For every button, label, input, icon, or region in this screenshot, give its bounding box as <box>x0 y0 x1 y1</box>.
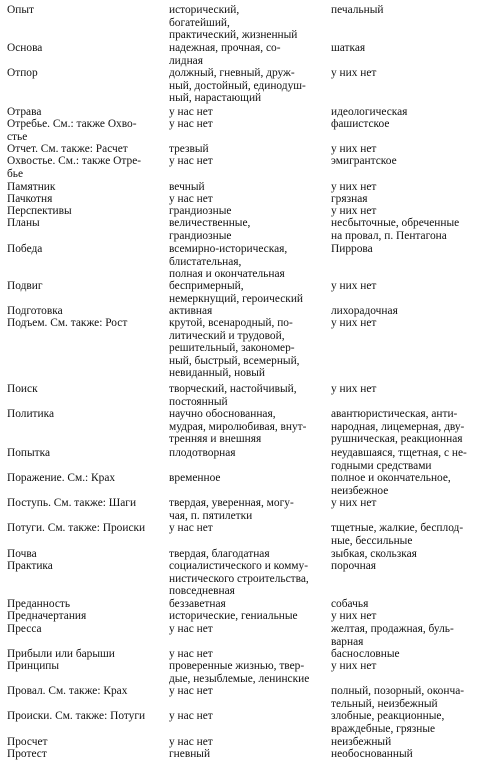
negative-epithet-cell: у них нет <box>331 660 377 672</box>
negative-epithet-cell: полное и окончательное, неизбежное <box>331 472 451 497</box>
positive-epithet-cell: творческий, настойчивый, постоянный <box>169 383 297 408</box>
positive-epithet-cell: исторические, гениальные <box>169 610 298 622</box>
positive-epithet-cell: вечный <box>169 181 205 193</box>
positive-epithet-cell: грандиозные <box>169 205 232 217</box>
positive-epithet-cell: у нас нет <box>169 736 213 748</box>
negative-epithet-cell: эмигрантское <box>331 155 397 167</box>
positive-epithet-cell: беззаветная <box>169 598 226 610</box>
positive-epithet-cell: социалистического и комму- нистического строительства, повседневная <box>169 560 309 598</box>
positive-epithet-cell: у нас нет <box>169 193 213 205</box>
negative-epithet-cell: у них нет <box>331 610 377 622</box>
term-cell: Подвиг <box>7 280 43 292</box>
negative-epithet-cell: зыбкая, скользкая <box>331 548 417 560</box>
positive-epithet-cell: временное <box>169 472 221 484</box>
negative-epithet-cell: злобные, реакционные, враждебные, грязные <box>331 710 445 735</box>
term-cell: Почва <box>7 548 37 560</box>
term-cell: Отчет. См. также: Расчет <box>7 143 128 155</box>
negative-epithet-cell: неудавшаяся, тщетная, с не- годными средствами <box>331 447 467 472</box>
positive-epithet-cell: у нас нет <box>169 106 213 118</box>
term-cell: Протест <box>7 748 47 760</box>
term-cell: Подъем. См. также: Рост <box>7 317 128 329</box>
term-cell: Принципы <box>7 660 60 672</box>
term-cell: Опыт <box>7 4 34 16</box>
negative-epithet-cell: тщетные, жалкие, бесплод- ные, бессильные <box>331 522 464 547</box>
term-cell: Отпор <box>7 67 38 79</box>
positive-epithet-cell: у нас нет <box>169 685 213 697</box>
term-cell: Потуги. См. также: Происки <box>7 522 146 534</box>
negative-epithet-cell: у них нет <box>331 383 377 395</box>
negative-epithet-cell: у них нет <box>331 67 377 79</box>
negative-epithet-cell: фашистское <box>331 118 390 130</box>
positive-epithet-cell: беспримерный, немеркнущий, героический <box>169 280 304 305</box>
term-cell: Преданность <box>7 598 71 610</box>
positive-epithet-cell: величественные, грандиозные <box>169 217 251 242</box>
positive-epithet-cell: всемирно-историческая, блистательная, полная и окончательная <box>169 243 288 281</box>
negative-epithet-cell: полный, позорный, оконча- тельный, неизбежный <box>331 685 465 710</box>
term-cell: Прибыли или барыши <box>7 648 115 660</box>
negative-epithet-cell: авантюристическая, анти- народная, лицемерная, дву- рушническая, реакционная <box>331 408 465 446</box>
negative-epithet-cell: печальный <box>331 4 384 16</box>
positive-epithet-cell: трезвый <box>169 143 209 155</box>
term-cell: Отрава <box>7 106 42 118</box>
negative-epithet-cell: у них нет <box>331 497 377 509</box>
positive-epithet-cell: у нас нет <box>169 623 213 635</box>
positive-epithet-cell: у нас нет <box>169 522 213 534</box>
negative-epithet-cell: у них нет <box>331 317 377 329</box>
term-cell: Перспективы <box>7 205 72 217</box>
negative-epithet-cell: у них нет <box>331 280 377 292</box>
negative-epithet-cell: у них нет <box>331 205 377 217</box>
positive-epithet-cell: проверенные жизнью, твер- дые, незыблемые, ленинские <box>169 660 310 685</box>
term-cell: Провал. См. также: Крах <box>7 685 128 697</box>
negative-epithet-cell: собачья <box>331 598 369 610</box>
positive-epithet-cell: научно обоснованная, мудрая, миролюбивая, внут- тренняя и внешняя <box>169 408 307 446</box>
term-cell: Просчет <box>7 736 48 748</box>
positive-epithet-cell: твердая, благодатная <box>169 548 270 560</box>
negative-epithet-cell: баснословные <box>331 648 400 660</box>
term-cell: Охвостье. См.: также Отре- бье <box>7 155 142 180</box>
positive-epithet-cell: у нас нет <box>169 710 213 722</box>
negative-epithet-cell: желтая, продажная, буль- варная <box>331 623 454 648</box>
positive-epithet-cell: крутой, всенародный, по- литический и трудовой, решительный, закономер- ный, быстрый, всемерный, невиданный, новый <box>169 317 300 380</box>
negative-epithet-cell: порочная <box>331 560 377 572</box>
term-cell: Попытка <box>7 447 51 459</box>
term-cell: Предначертания <box>7 610 87 622</box>
positive-epithet-cell: у нас нет <box>169 648 213 660</box>
term-cell: Поиск <box>7 383 38 395</box>
term-cell: Поступь. См. также: Шаги <box>7 497 137 509</box>
positive-epithet-cell: твердая, уверенная, могу- чая, п. пятилетки <box>169 497 294 522</box>
term-cell: Планы <box>7 217 40 229</box>
positive-epithet-cell: активная <box>169 305 213 317</box>
term-cell: Пресса <box>7 623 42 635</box>
negative-epithet-cell: шаткая <box>331 42 366 54</box>
positive-epithet-cell: должный, гневный, друж- ный, достойный, единодуш- ный, нарастающий <box>169 67 306 105</box>
negative-epithet-cell: у них нет <box>331 143 377 155</box>
positive-epithet-cell: исторический, богатейший, практический, жизненный <box>169 4 298 42</box>
positive-epithet-cell: надежная, прочная, со- лидная <box>169 42 281 67</box>
term-cell: Пачкотня <box>7 193 53 205</box>
negative-epithet-cell: необоснованный <box>331 748 413 760</box>
term-cell: Основа <box>7 42 43 54</box>
negative-epithet-cell: у них нет <box>331 181 377 193</box>
term-cell: Отребье. См.: также Охво- стье <box>7 118 137 143</box>
term-cell: Практика <box>7 560 53 572</box>
term-cell: Политика <box>7 408 55 420</box>
positive-epithet-cell: гневный <box>169 748 211 760</box>
negative-epithet-cell: несбыточные, обреченные на провал, п. Пентагона <box>331 217 460 242</box>
term-cell: Подготовка <box>7 305 63 317</box>
positive-epithet-cell: у нас нет <box>169 155 213 167</box>
negative-epithet-cell: лихорадочная <box>331 305 398 317</box>
positive-epithet-cell: плодотворная <box>169 447 236 459</box>
term-cell: Памятник <box>7 181 56 193</box>
negative-epithet-cell: грязная <box>331 193 368 205</box>
positive-epithet-cell: у нас нет <box>169 118 213 130</box>
term-cell: Поражение. См.: Крах <box>7 472 116 484</box>
term-cell: Происки. См. также: Потуги <box>7 710 146 722</box>
term-cell: Победа <box>7 243 43 255</box>
negative-epithet-cell: идеологическая <box>331 106 408 118</box>
negative-epithet-cell: Пиррова <box>331 243 373 255</box>
negative-epithet-cell: неизбежный <box>331 736 392 748</box>
